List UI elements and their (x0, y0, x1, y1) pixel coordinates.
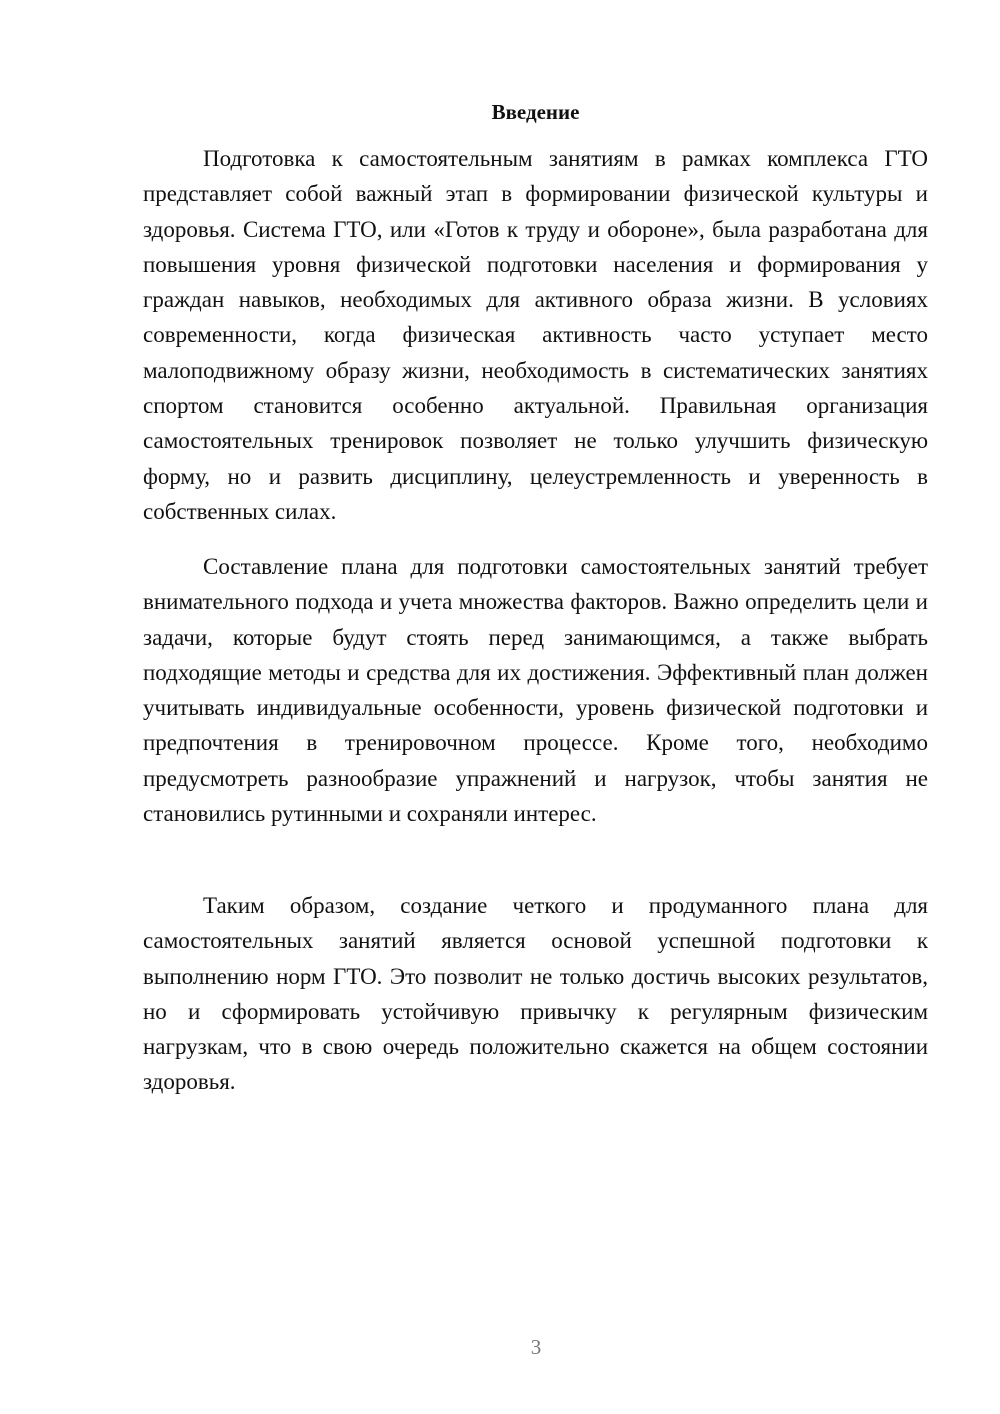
section-heading: Введение (491, 100, 580, 124)
paragraph-2: Составление плана для подготовки самостоятельных занятий требует внимательного подхода и учета множества факторов. Важно определить цели и задачи, которые будут стоять перед занимающимся, а также выбрать подходящие методы и средства для их достижения. Эффективный план должен учитывать индивидуальные особенности, уровень физической подготовки и предпочтения в тренировочном процессе. Кроме того, необходимо предусмотреть разнообразие упражнений и нагрузок, чтобы занятия не становились рутинными и сохраняли интерес. (143, 554, 928, 827)
page-number: 3 (530, 1335, 542, 1359)
paragraph-1: Подготовка к самостоятельным занятиям в рамках комплекса ГТО представляет собой важный этап в формировании физической культуры и здоровья. Система ГТО, или «Готов к труду и обороне», была разработана для повышения уровня физической подготовки населения и формирования у граждан навыков, необходимых для активного образа жизни. В условиях современности, когда физическая активность часто уступает место малоподвижному образу жизни, необходимость в систематических занятиях спортом становится особенно актуальной. Правильная организация самостоятельных тренировок позволяет не только улучшить физическую форму, но и развить дисциплину, целеустремленность и уверенность в собственных силах. (143, 146, 928, 524)
paragraph-3: Таким образом, создание четкого и продуманного плана для самостоятельных занятий является основой успешной подготовки к выполнению норм ГТО. Это позволит не только достичь высоких результатов, но и сформировать устойчивую привычку к регулярным физическим нагрузкам, что в свою очередь положительно скажется на общем состоянии здоровья. (143, 893, 928, 1095)
